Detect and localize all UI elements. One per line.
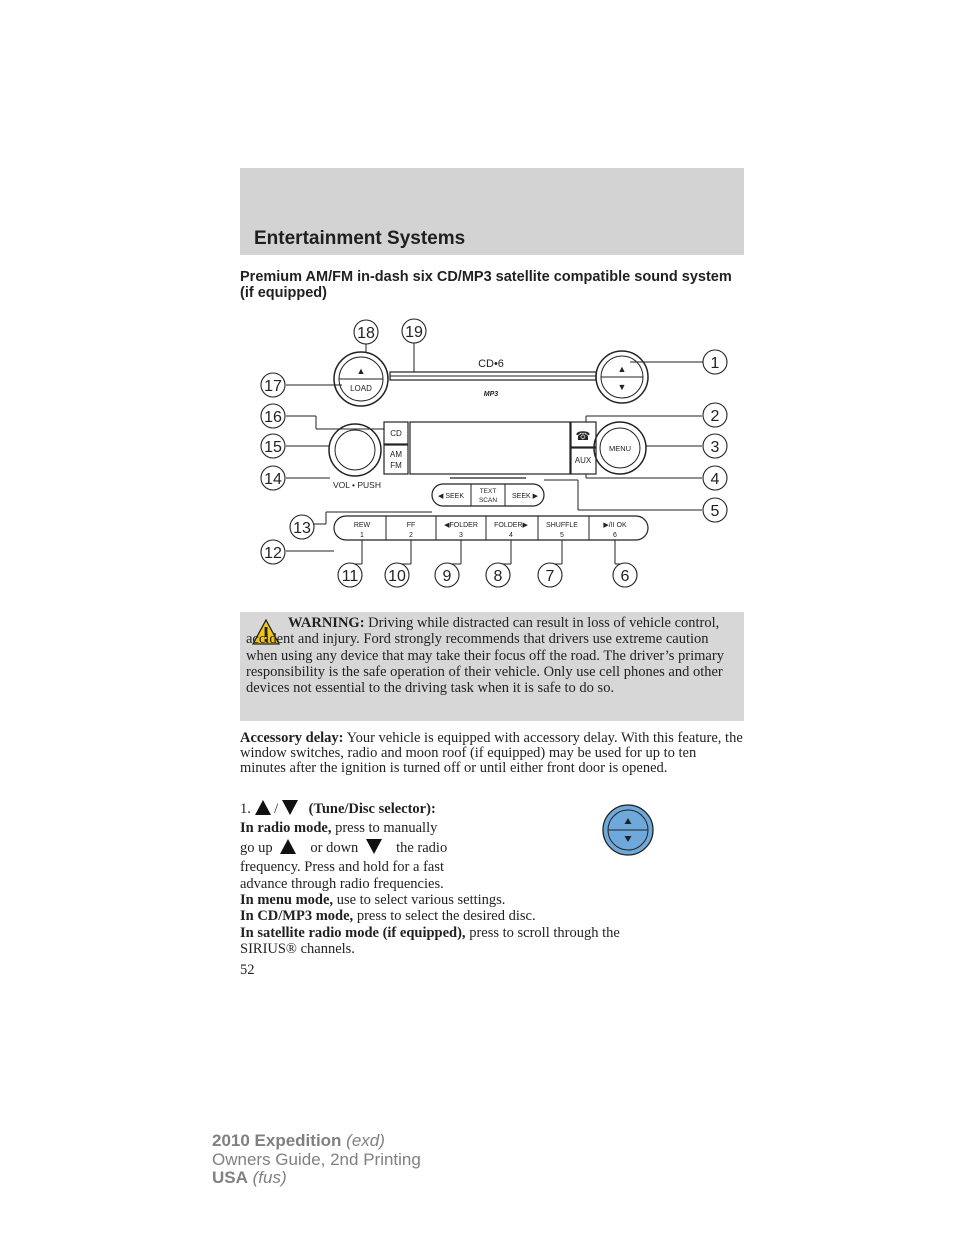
callout-number: 13 <box>293 520 311 537</box>
callout-number: 18 <box>357 325 375 342</box>
warning-text: WARNING: Driving while distracted can result in loss of vehicle control, accident and injury. Ford strongly recommends that drivers use extreme caution when using any device that may take their focus off the road. The driver’s primary responsibility is the safe operation of their vehicle. Only use cell phones and other devices not essential to the driving task when it is safe to do so. <box>246 615 724 697</box>
preset-label: REW <box>353 522 371 529</box>
up-arrow-icon <box>255 800 271 815</box>
callout-number: 17 <box>264 378 282 395</box>
svg-text:◀ SEEK: ◀ SEEK <box>437 493 465 500</box>
cd-mode-line: In CD/MP3 mode, press to select the desired disc. <box>240 908 536 924</box>
radio-mode-line3: frequency. Press and hold for a fast <box>240 859 445 875</box>
callout-number: 14 <box>264 471 282 488</box>
menu-mode-line: In menu mode, use to select various settings. <box>240 892 506 908</box>
volume-knob <box>329 424 381 476</box>
preset-number: 2 <box>409 532 413 539</box>
radio-mode-line4: advance through radio frequencies. <box>240 876 444 892</box>
sat-mode-line2: SIRIUS® channels. <box>240 941 355 957</box>
footer-line2: Owners Guide, 2nd Printing <box>212 1150 421 1169</box>
preset-label: SHUFFLE <box>546 522 578 529</box>
callout-number: 12 <box>264 545 282 562</box>
svg-text:AUX: AUX <box>574 456 592 465</box>
preset-number: 5 <box>560 532 564 539</box>
vol-label: VOL • PUSH <box>332 480 382 490</box>
preset-bar <box>334 516 648 540</box>
svg-text:CD: CD <box>390 429 402 438</box>
callout-number: 10 <box>388 568 406 585</box>
tune-knob-icon <box>602 804 654 856</box>
callout-number: 7 <box>545 568 555 585</box>
callout-number: 11 <box>341 568 359 585</box>
page-number: 52 <box>240 962 255 978</box>
warning-box <box>240 612 744 721</box>
svg-text:MENU: MENU <box>608 444 632 453</box>
footer-line1: 2010 Expedition (exd) <box>212 1131 385 1150</box>
preset-label: FOLDER▶ <box>494 522 528 529</box>
mp3-logo: MP3 <box>483 391 499 398</box>
radio-mode-line1: In radio mode, press to manually <box>240 820 438 836</box>
item1-title: 1. / (Tune/Disc selector): <box>240 801 436 817</box>
callout-number: 9 <box>442 568 452 585</box>
callout-number: 6 <box>620 568 630 585</box>
footer-line3: USA (fus) <box>212 1168 287 1187</box>
svg-text:SCAN: SCAN <box>478 497 498 504</box>
svg-text:FM: FM <box>390 461 402 470</box>
preset-label: ◀FOLDER <box>444 522 478 529</box>
preset-number: 1 <box>360 532 364 539</box>
callout-number: 19 <box>405 324 423 341</box>
callout-number: 5 <box>710 503 720 520</box>
svg-text:TEXT: TEXT <box>479 488 497 495</box>
preset-number: 4 <box>509 532 513 539</box>
preset-number: 3 <box>459 532 463 539</box>
phone-icon: ☎ <box>575 429 591 443</box>
eject-icon: ▲ <box>356 366 366 376</box>
svg-text:AM: AM <box>390 450 402 459</box>
display-screen <box>410 422 570 474</box>
callout-number: 16 <box>264 409 282 426</box>
svg-text:▲: ▲ <box>617 364 627 374</box>
callout-number: 15 <box>264 439 282 456</box>
callout-number: 4 <box>710 471 720 488</box>
load-label: LOAD <box>350 384 372 393</box>
svg-text:▼: ▼ <box>617 382 627 392</box>
radio-diagram <box>250 312 740 602</box>
preset-label: ▶/II OK <box>603 522 627 529</box>
radio-mode-line2: go up or down the radio <box>240 840 448 856</box>
preset-number: 6 <box>613 532 617 539</box>
preset-label: FF <box>406 522 416 529</box>
sat-mode-line: In satellite radio mode (if equipped), press to scroll through the <box>240 925 620 941</box>
down-arrow-icon <box>282 800 298 815</box>
callout-number: 1 <box>710 355 720 372</box>
cd6-logo: CD•6 <box>478 358 504 370</box>
up-arrow-icon <box>280 839 296 854</box>
section-title: Entertainment Systems <box>254 228 466 249</box>
sub-heading: Premium AM/FM in-dash six CD/MP3 satellite compatible sound system (if equipped) <box>240 269 732 301</box>
svg-text:SEEK ▶: SEEK ▶ <box>511 493 539 500</box>
callout-number: 2 <box>710 408 720 425</box>
callout-number: 8 <box>493 568 503 585</box>
down-arrow-icon <box>366 839 382 854</box>
accessory-paragraph: Accessory delay: Your vehicle is equipped with accessory delay. With this feature, the window switches, radio and moon roof (if equipped) may be used for up to ten minutes after the ignition is turned off or until either front door is opened. <box>240 730 743 776</box>
callout-number: 3 <box>710 439 720 456</box>
